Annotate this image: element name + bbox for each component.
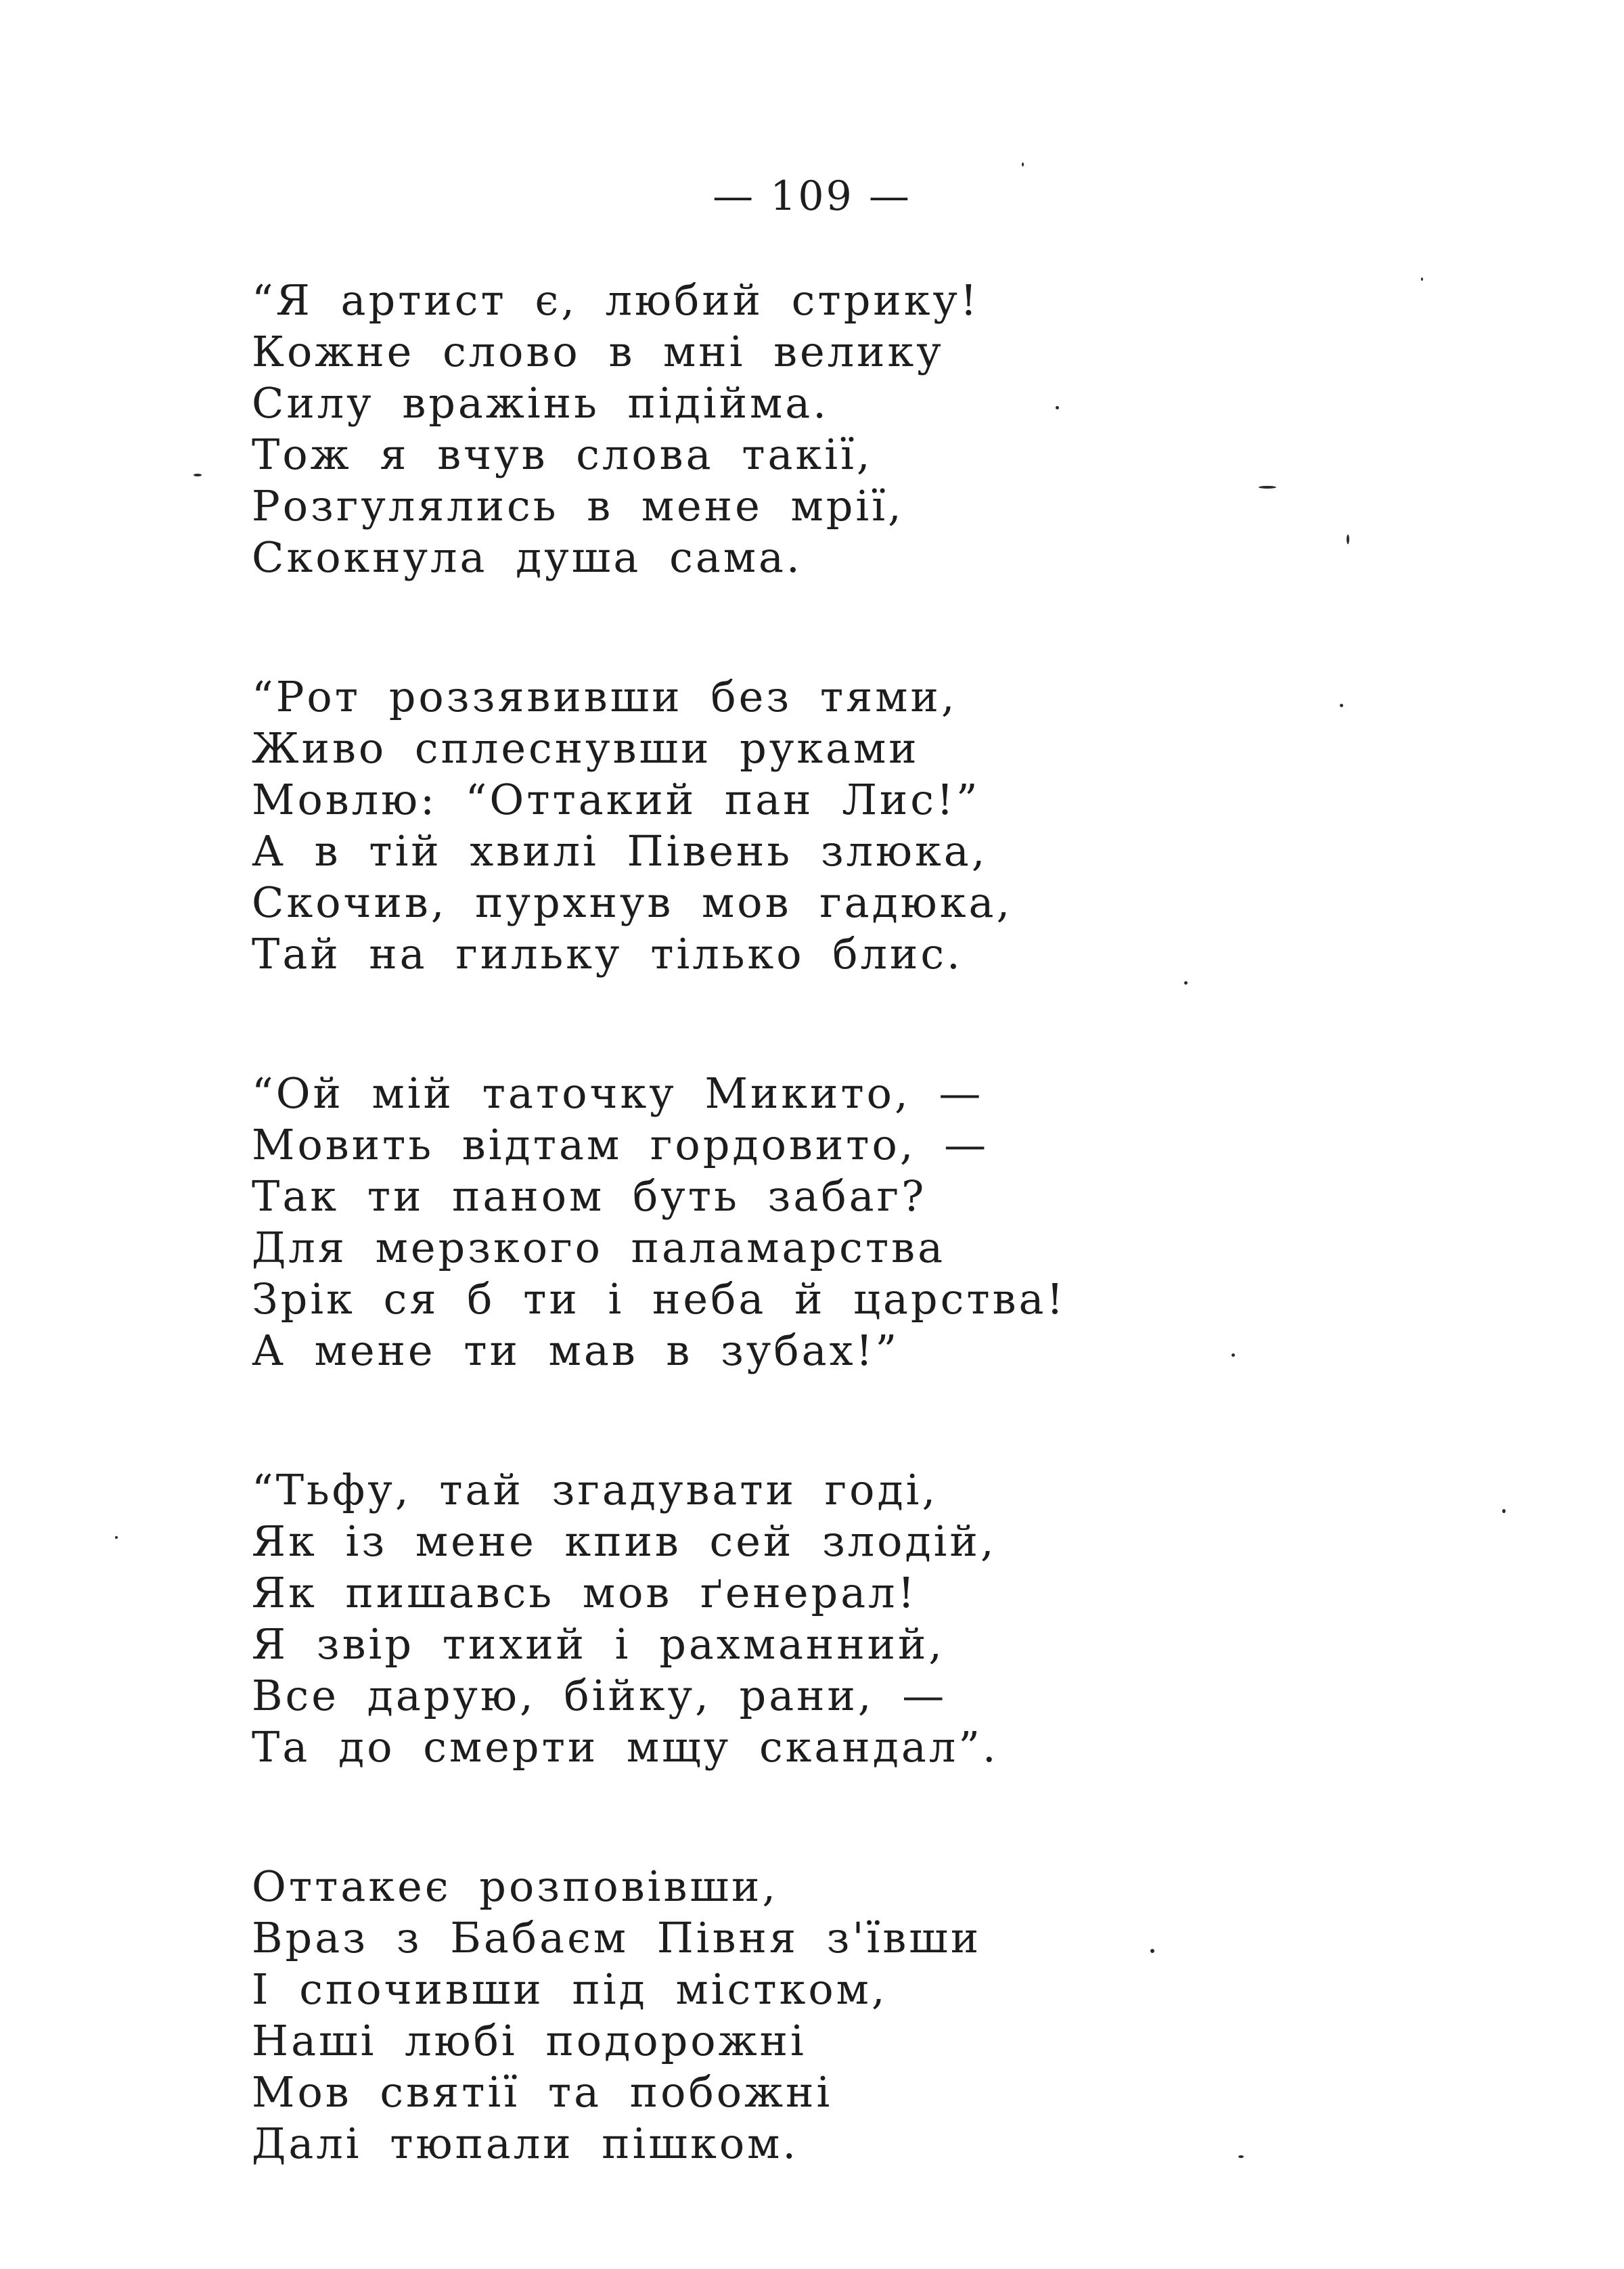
poem-line: Розгулялись в мене мрії, bbox=[252, 481, 904, 531]
poem-line: “Я артист є, любий стрику! bbox=[252, 275, 980, 325]
stanza-1 bbox=[252, 275, 1470, 583]
poem bbox=[252, 275, 1470, 2170]
page-number: — 109 — bbox=[713, 173, 911, 220]
poem-line: Тай на гильку тілько блис. bbox=[252, 929, 963, 979]
scan-speck bbox=[1150, 1949, 1154, 1953]
poem-line: Зрік ся б ти і неба й царства! bbox=[252, 1274, 1066, 1324]
poem-line: Оттакеє розповівши, bbox=[252, 1862, 779, 1911]
poem-line: А в тій хвилі Півень злюка, bbox=[252, 826, 988, 876]
poem-line: Все дарую, бійку, рани, — bbox=[252, 1671, 947, 1720]
scan-speck bbox=[1421, 277, 1423, 281]
poem-line: Я звір тихий і рахманний, bbox=[252, 1619, 945, 1669]
poem-line: Як пишавсь мов ґенерал! bbox=[252, 1568, 918, 1617]
poem-line: Далі тюпали пішком. bbox=[252, 2119, 799, 2168]
poem-line: “Рот роззявивши без тями, bbox=[252, 672, 957, 721]
poem-line: Так ти паном буть забаг? bbox=[252, 1171, 927, 1221]
poem-line: Враз з Бабаєм Півня з'ївши bbox=[252, 1913, 982, 1962]
stanza-4 bbox=[252, 1464, 1470, 1773]
poem-line: Кожне слово в мні велику bbox=[252, 327, 944, 376]
scan-speck bbox=[1022, 162, 1024, 166]
scan-speck bbox=[1238, 2155, 1244, 2158]
scan-speck bbox=[1232, 1353, 1235, 1357]
poem-line: Скочив, пурхнув мов гадюка, bbox=[252, 878, 1013, 927]
stanza-3 bbox=[252, 1068, 1470, 1376]
poem-line: Мов святії та побожні bbox=[252, 2067, 833, 2117]
stanza-2 bbox=[252, 671, 1470, 980]
poem-line: Мовлю: “Оттакий пан Лис!” bbox=[252, 775, 980, 824]
poem-line: Наші любі подорожні bbox=[252, 2016, 807, 2065]
poem-line: Як із мене кпив сей злодій, bbox=[252, 1517, 997, 1566]
poem-line: А мене ти мав в зубах!” bbox=[252, 1326, 900, 1375]
scan-speck bbox=[1184, 981, 1188, 985]
poem-line: І спочивши під містком, bbox=[252, 1964, 888, 2014]
poem-line: Та до смерти мщу скандал”. bbox=[252, 1722, 999, 1772]
poem-line: Мовить відтам гордовито, — bbox=[252, 1120, 989, 1169]
scan-speck bbox=[1347, 535, 1349, 544]
scan-speck bbox=[1502, 1509, 1506, 1513]
poem-line: Силу вражінь підійма. bbox=[252, 378, 829, 428]
poem-line: Живо сплеснувши руками bbox=[252, 723, 920, 773]
scan-speck bbox=[115, 1536, 118, 1539]
poem-line: “Тьфу, тай згадувати годі, bbox=[252, 1465, 939, 1514]
poem-line: Тож я вчув слова такії, bbox=[252, 430, 873, 479]
scan-speck bbox=[1340, 704, 1343, 707]
stanza-5 bbox=[252, 1861, 1470, 2170]
poem-line: “Ой мій таточку Микито, — bbox=[252, 1069, 984, 1118]
scan-speck bbox=[1056, 406, 1059, 409]
poem-line: Скокнула душа сама. bbox=[252, 533, 803, 582]
poem-line: Для мерзкого паламарства bbox=[252, 1223, 946, 1272]
scan-speck bbox=[194, 474, 202, 476]
scan-speck bbox=[1259, 486, 1276, 489]
